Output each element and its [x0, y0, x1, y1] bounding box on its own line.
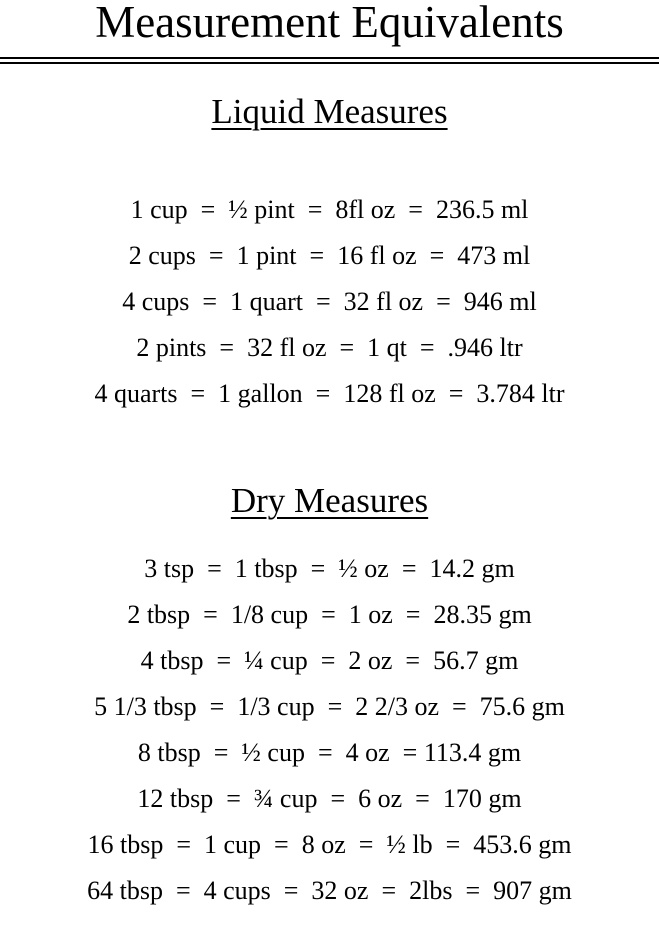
- dry-measure-row: 8 tbsp = ½ cup = 4 oz = 113.4 gm: [137, 738, 522, 767]
- title-divider-bottom: [0, 62, 659, 64]
- title-divider-top: [0, 57, 659, 59]
- dry-measure-row: 16 tbsp = 1 cup = 8 oz = ½ lb = 453.6 gm: [87, 830, 572, 859]
- liquid-measure-row: 2 cups = 1 pint = 16 fl oz = 473 ml: [128, 241, 531, 270]
- dry-measures-heading: Dry Measures: [230, 481, 429, 520]
- dry-measure-row: 12 tbsp = ¾ cup = 6 oz = 170 gm: [137, 784, 522, 813]
- dry-measure-row: 3 tsp = 1 tbsp = ½ oz = 14.2 gm: [144, 554, 515, 583]
- dry-measure-row: 5 1/3 tbsp = 1/3 cup = 2 2/3 oz = 75.6 gm: [94, 692, 565, 721]
- dry-measure-row: 2 tbsp = 1/8 cup = 1 oz = 28.35 gm: [127, 600, 532, 629]
- liquid-measure-row: 4 quarts = 1 gallon = 128 fl oz = 3.784 ltr: [94, 379, 565, 408]
- liquid-measure-row: 4 cups = 1 quart = 32 fl oz = 946 ml: [122, 287, 537, 316]
- dry-measure-row: 64 tbsp = 4 cups = 32 oz = 2lbs = 907 gm: [87, 876, 572, 905]
- dry-measure-row: 4 tbsp = ¼ cup = 2 oz = 56.7 gm: [140, 646, 519, 675]
- page-title: Measurement Equivalents: [95, 0, 564, 47]
- dry-measures-list: [0, 552, 659, 920]
- liquid-measure-row: 1 cup = ½ pint = 8fl oz = 236.5 ml: [130, 195, 529, 224]
- liquid-measure-row: 2 pints = 32 fl oz = 1 qt = .946 ltr: [136, 333, 523, 362]
- liquid-measures-list: [0, 193, 659, 423]
- liquid-measures-heading: Liquid Measures: [211, 92, 448, 131]
